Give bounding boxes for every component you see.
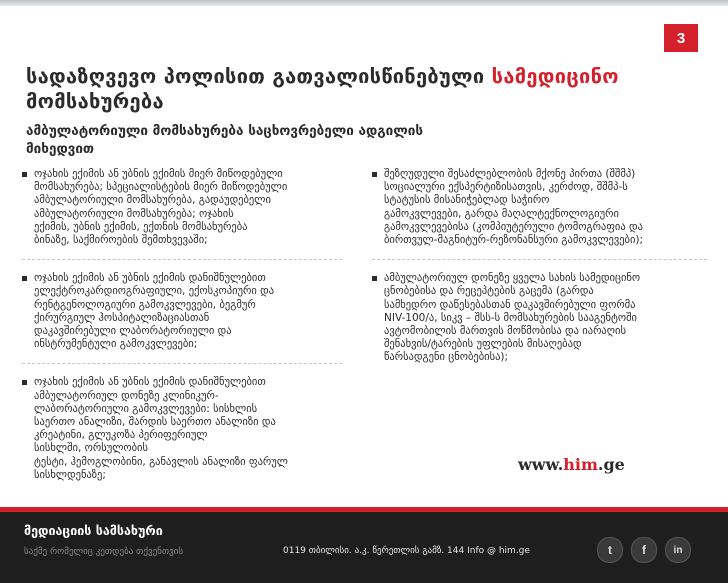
bullet-icon (22, 172, 27, 177)
linkedin-icon[interactable]: in (665, 537, 691, 563)
bullet-icon (372, 172, 377, 177)
right-column (372, 168, 707, 365)
bullet-icon (22, 276, 27, 281)
divider (22, 259, 342, 260)
divider (22, 363, 342, 364)
list-item (372, 272, 707, 364)
website-prefix: www. (518, 455, 564, 474)
list-item (22, 376, 342, 482)
top-strip (0, 0, 728, 6)
footer-tagline: საქმე რომელიც კეთდება თქვენთვის (24, 547, 184, 557)
bullet-text: ოჯახის ექიმის ან უბნის ექიმის დანიშნულებით ელექტროკარდიოგრაფიული, ექოსკოპიური და რენტგენოლოგიური გამოკვლევები, ბეგმურ ქირურგიულ ჰოსპიტალიზაციასთან დაკავშირებული ლაბორატორიული და ინსტრუმენტული გამოკვლევები; (34, 272, 275, 351)
list-item (372, 168, 707, 247)
bullet-icon (22, 380, 27, 385)
footer-contact: 0119 თბილისი. ა.კ. წერეთლის გამზ. 144 Info @ him.ge (283, 546, 530, 556)
website-suffix: .ge (597, 455, 625, 474)
title-accent: სამედიცინო (491, 64, 619, 88)
twitter-icon[interactable]: t (597, 537, 623, 563)
divider (372, 259, 707, 260)
bullet-text: ოჯახის ექიმის ან უბნის ექიმის მიერ მიწოდებული მომსახურება; სპეციალისტების მიერ მიწოდებული ამბულატორიული მომსახურება, გადაუდებელი ამბულატორიული მომსახურება; ოჯახის ექიმის, უბნის ექიმის, ექთნის მომსახურება ბინაზე, საქმიროების შემთხვევაში; (34, 168, 288, 247)
bullet-icon (372, 276, 377, 281)
bullet-text: ოჯახის ექიმის ან უბნის ექიმის დანიშნულებით ამბულატორიულ დონეზე კლინიკურ- ლაბორატორიული გამოკვლევები: სისხლის საერთო ანალიზი, შარდის საერთო ანალიზი და კრეატინი, გლუკოზა პერიფერიულ სისხლში, ორსულობის ტესტი, ჰემოგლობინი, განავლის ანალიზი ფარულ სისხლდენაზე; (34, 376, 288, 481)
title-main: სადაზღვევო პოლისით გათვალისწინებული (26, 64, 492, 88)
section-subtitle: ამბულატორიული მომსახურება საცხოვრებელი ადგილის მიხედვით (26, 123, 424, 157)
left-column (22, 168, 342, 482)
bullet-text: შეზღუდული შესაძლებლობის მქონე პირთა (შშმპ) სოციალური ექსპერტიზისათვის, კერძოდ, შშმპ-ს სტატუსის მისანიჭებლად საჭირო გამოკვლევები, გარდა მაღალტექნოლოგიური გამოკვლევებისა (კომპიუტერული ტომოგრაფია და ბირთვულ-მაგნიტურ-რეზონანსური გამოკვლევები); (384, 168, 644, 247)
page-title (26, 64, 666, 114)
page-number-badge: 3 (664, 24, 698, 52)
list-item (22, 168, 342, 247)
footer (0, 507, 728, 583)
list-item (22, 272, 342, 351)
title-line2: მომსახურება (26, 89, 164, 113)
bullet-text: ამბულატორიულ დონეზე ყველა სახის სამედიცინო ცნობებისა და რეცეპტების გაცემა (გარდა სამხედრო დაწესებასთან დაკავშირებული ფორმა NIV-100/ა, სიკვ – შსს-ს მომსახურების სააგენტოში ავტომობილის მართვის მოწმობისა და იარაღის შენახვის/ტარების უფლების მისაღებად წარსადგენი ცნობებისა); (384, 272, 641, 364)
footer-accent-line (0, 507, 728, 512)
website-link[interactable] (518, 455, 625, 474)
website-brand: him (563, 455, 598, 474)
facebook-icon[interactable]: f (631, 537, 657, 563)
footer-company-name: მედიაციის სამსახური (24, 523, 163, 538)
